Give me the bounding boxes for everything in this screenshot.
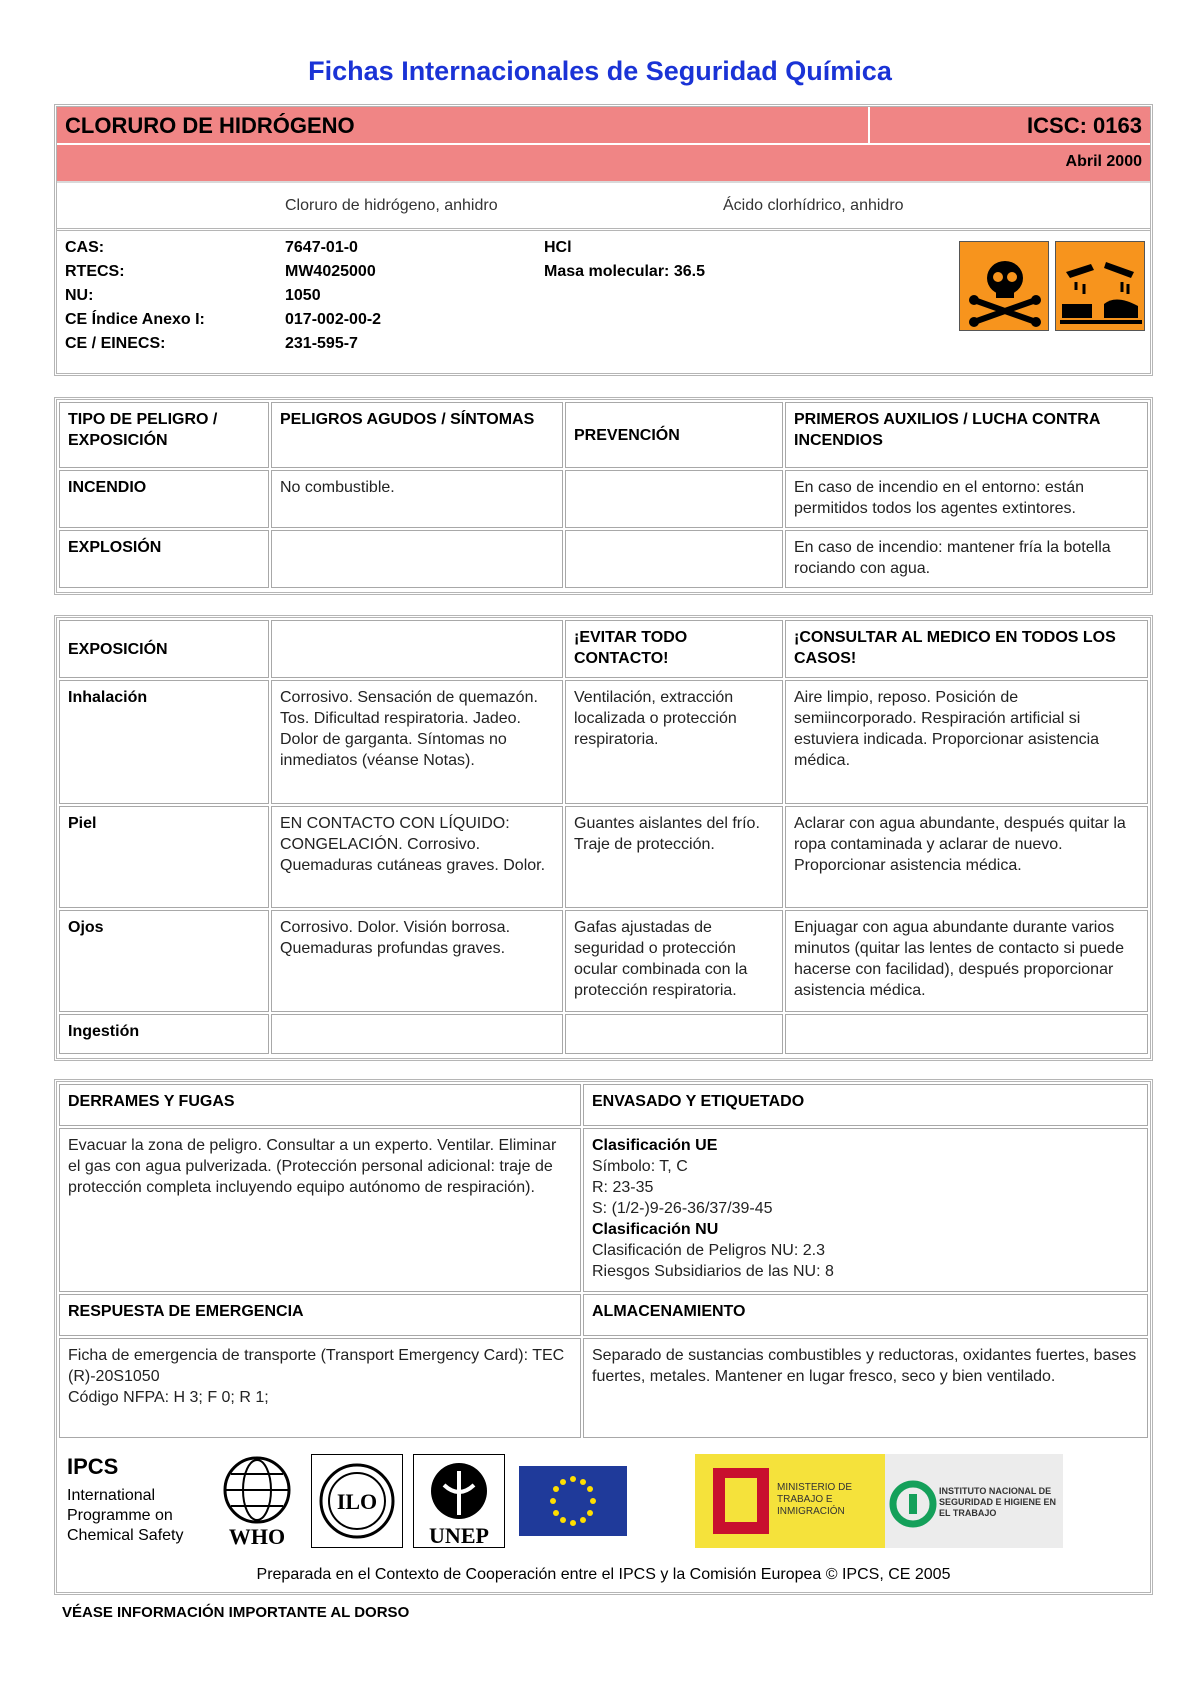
storage-title: ALMACENAMIENTO [583,1294,1148,1336]
logos-strip [57,1440,1150,1600]
ipcs-subtitle [67,1486,184,1546]
unep-text: UNEP [429,1523,489,1547]
table-cell: EN CONTACTO CON LÍQUIDO: CONGELACIÓN. Corrosivo. Quemaduras cutáneas graves. Dolor. [271,806,563,908]
ipcs-line: Chemical Safety [67,1527,184,1544]
ce-index-value: 017-002-00-2 [285,311,382,328]
insht-logo [885,1454,1063,1548]
storage-text: Separado de sustancias combustibles y reductoras, oxidantes fuertes, bases fuertes, metales. Mantener en lugar fresco, seco y bien ventilado. [583,1338,1148,1438]
emergency-title: RESPUESTA DE EMERGENCIA [59,1294,581,1336]
document-title: Fichas Internacionales de Seguridad Química [308,56,892,86]
exposure-col-header: ¡EVITAR TODO CONTACTO! [565,620,783,678]
table-cell [565,1014,783,1054]
exposure-col-header: ¡CONSULTAR AL MEDICO EN TODOS LOS CASOS! [785,620,1148,678]
table-cell [565,470,783,528]
s-phrases: S: (1/2-)9-26-36/37/39-45 [592,1200,773,1217]
hazard-col-header: PREVENCIÓN [565,402,783,468]
hazard-col-header: PELIGROS AGUDOS / SÍNTOMAS [271,402,563,468]
table-cell: Guantes aislantes del frío. Traje de protección. [565,806,783,908]
packaging-cell [583,1128,1148,1292]
table-cell: Corrosivo. Dolor. Visión borrosa. Quemaduras profundas graves. [271,910,563,1012]
exposure-table [57,618,1150,1056]
row-label: Ojos [59,910,269,1012]
table-row [59,1014,1148,1054]
hazard-col-header: TIPO DE PELIGRO / EXPOSICIÓN [59,402,269,468]
row-label: Ingestión [59,1014,269,1054]
emergency-cell [59,1338,581,1438]
synonym-2: Ácido clorhídrico, anhidro [723,197,904,214]
exposure-col-header [271,620,563,678]
ipcs-line: Programme on [67,1507,173,1524]
identification-panel [54,104,1153,376]
nu-value: 1050 [285,287,321,304]
ipcs-logo-text: IPCS [67,1454,119,1479]
table-cell: En caso de incendio: mantener fría la botella rociando con agua. [785,530,1148,588]
who-text: WHO [228,1524,286,1548]
spills-text: Evacuar la zona de peligro. Consultar a un experto. Ventilar. Eliminar el gas con agua pulverizada. (Protección personal adicional: traje de protección completa incluyendo equipo autónomo de respiración). [59,1128,581,1292]
nu-label: NU: [65,287,94,304]
table-cell: Corrosivo. Sensación de quemazón. Tos. Dificultad respiratoria. Jadeo. Dolor de garganta. Síntomas no inmediatos (véanse Notas). [271,680,563,804]
table-cell [565,530,783,588]
prepared-note: Preparada en el Contexto de Cooperación entre el IPCS y la Comisión Europea © IPCS, CE 2005 [256,1566,951,1583]
eu-flag-icon [519,1466,627,1536]
hazard-panel [54,397,1153,595]
row-label: EXPLOSIÓN [59,530,269,588]
icsc-code: ICSC: 0163 [1027,113,1142,138]
nu-subsidiary-risk: Riesgos Subsidiarios de las NU: 8 [592,1263,834,1280]
insht-text: INSTITUTO NACIONAL DE SEGURIDAD E HIGIENE EN EL TRABAJO [939,1486,1057,1518]
row-label: Piel [59,806,269,908]
table-cell: Aire limpio, reposo. Posición de semiincorporado. Respiración artificial si estuviera indicada. Proporcionar asistencia médica. [785,680,1148,804]
ue-symbol: Símbolo: T, C [592,1158,688,1175]
table-row [59,910,1148,1012]
nu-classification-title: Clasificación NU [592,1221,719,1238]
exposure-panel [54,615,1153,1061]
r-phrases: R: 23-35 [592,1179,654,1196]
handling-panel [54,1079,1153,1595]
ce-index-label: CE Índice Anexo I: [65,311,205,328]
table-row [59,806,1148,908]
header-band [57,107,1150,183]
table-cell: Gafas ajustadas de seguridad o protección ocular combinada con la protección respiratoria. [565,910,783,1012]
handling-table [57,1082,1150,1440]
unep-logo [413,1454,505,1548]
synonyms-row [57,183,1150,231]
cas-label: CAS: [65,239,105,256]
table-cell: Ventilación, extracción localizada o protección respiratoria. [565,680,783,804]
ministry-text: MINISTERIO DE TRABAJO E INMIGRACIÓN [777,1482,853,1517]
chemical-name: CLORURO DE HIDRÓGENO [57,107,870,143]
identifiers [57,231,1150,377]
packaging-title: ENVASADO Y ETIQUETADO [583,1084,1148,1126]
einecs-value: 231-595-7 [285,335,358,352]
exposure-col-header: EXPOSICIÓN [59,620,269,678]
table-cell: Enjuagar con agua abundante durante varios minutos (quitar las lentes de contacto si puede hacerse con facilidad), después proporcionar asistencia médica. [785,910,1148,1012]
skull-crossbones-icon [959,241,1049,331]
table-row [59,680,1148,804]
hazard-col-header: PRIMEROS AUXILIOS / LUCHA CONTRA INCENDIOS [785,402,1148,468]
ue-classification-title: Clasificación UE [592,1137,718,1154]
emergency-nfpa: Código NFPA: H 3; F 0; R 1; [68,1389,269,1406]
rtecs-label: RTECS: [65,263,125,280]
synonym-1: Cloruro de hidrógeno, anhidro [285,197,498,214]
einecs-label: CE / EINECS: [65,335,166,352]
hazard-table [57,400,1150,590]
ipcs-line: International [67,1487,156,1504]
cas-value: 7647-01-0 [285,239,358,256]
who-logo [211,1454,303,1548]
nu-hazard-class: Clasificación de Peligros NU: 2.3 [592,1242,825,1259]
molecular-mass: Masa molecular: 36.5 [544,263,705,280]
table-cell [785,1014,1148,1054]
ilo-logo [311,1454,403,1548]
rtecs-value: MW4025000 [285,263,376,280]
table-cell: En caso de incendio en el entorno: están permitidos todos los agentes extintores. [785,470,1148,528]
table-cell [271,1014,563,1054]
table-cell: Aclarar con agua abundante, después quitar la ropa contaminada y aclarar de nuevo. Proporcionar asistencia médica. [785,806,1148,908]
ilo-text: ILO [336,1489,378,1514]
ministry-logo [695,1454,885,1548]
spills-title: DERRAMES Y FUGAS [59,1084,581,1126]
row-label: Inhalación [59,680,269,804]
table-cell: No combustible. [271,470,563,528]
issue-date: Abril 2000 [1065,153,1142,170]
table-row [59,470,1148,528]
row-label: INCENDIO [59,470,269,528]
emergency-tec: Ficha de emergencia de transporte (Transport Emergency Card): TEC (R)-20S1050 [68,1347,565,1385]
table-row [59,530,1148,588]
table-cell [271,530,563,588]
footer-note: VÉASE INFORMACIÓN IMPORTANTE AL DORSO [62,1604,410,1621]
corrosive-icon [1055,241,1145,331]
chemical-formula: HCl [544,239,572,256]
